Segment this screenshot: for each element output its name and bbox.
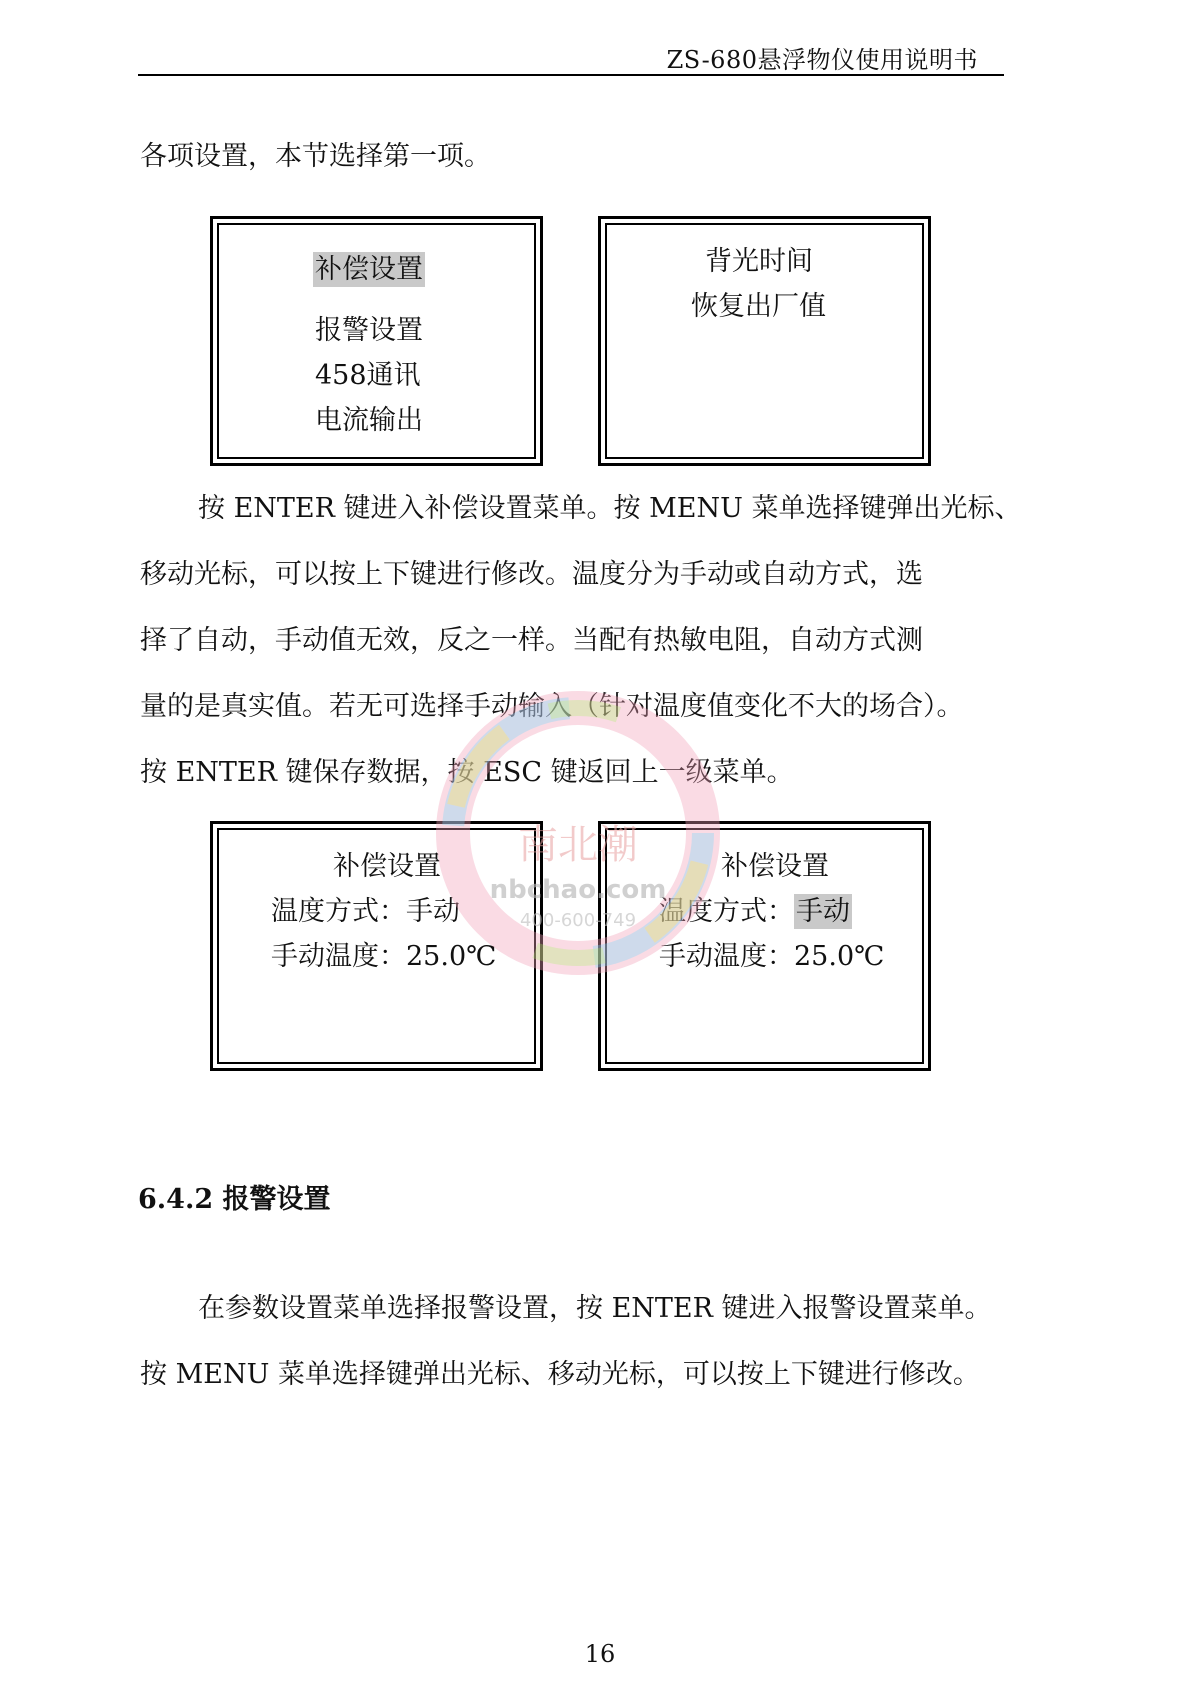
watermark-brand: 南北潮 <box>518 822 638 868</box>
watermark-phone: 400-600-749 <box>519 910 637 931</box>
section-heading: 6.4.2 报警设置 <box>138 1184 331 1215</box>
intro-text: 各项设置，本节选择第一项。 <box>140 141 491 172</box>
alarm-paragraph <box>140 1276 1020 1408</box>
menu-screen-2 <box>598 216 931 466</box>
menu-item: 背光时间 <box>705 246 813 277</box>
paragraph-line: 移动光标，可以按上下键进行修改。温度分为手动或自动方式，选 <box>140 559 923 590</box>
paragraph-line: 按 ENTER 键保存数据，按 ESC 键返回上一级菜单。 <box>140 757 794 788</box>
paragraph-line: 量的是真实值。若无可选择手动输入（针对温度值变化不大的场合）。 <box>140 691 964 722</box>
document-header-title: ZS-680悬浮物仪使用说明书 <box>666 46 978 74</box>
compensation-screen-2 <box>598 821 931 1071</box>
temperature-mode-row: 温度方式：手动 <box>271 896 460 927</box>
paragraph-line: 择了自动，手动值无效，反之一样。当配有热敏电阻，自动方式测 <box>140 625 923 656</box>
menu-item: 458通讯 <box>315 360 421 391</box>
paragraph-line: 按 MENU 菜单选择键弹出光标、移动光标，可以按上下键进行修改。 <box>140 1359 980 1390</box>
screen-title: 补偿设置 <box>721 851 829 882</box>
header-divider <box>138 74 1004 76</box>
menu-item: 电流输出 <box>315 405 423 436</box>
compensation-paragraph <box>140 476 1020 806</box>
paragraph-line: 在参数设置菜单选择报警设置，按 ENTER 键进入报警设置菜单。 <box>198 1293 992 1324</box>
screen-title: 补偿设置 <box>333 851 441 882</box>
compensation-screen-1 <box>210 821 543 1071</box>
temperature-mode-row: 温度方式：手动 <box>659 896 850 927</box>
temperature-mode-selected: 手动 <box>796 896 850 927</box>
menu-screen-1 <box>210 216 543 466</box>
menu-item: 恢复出厂值 <box>691 291 826 322</box>
watermark-site: nbchao.com <box>489 875 667 905</box>
menu-item-selected: 补偿设置 <box>315 254 423 285</box>
manual-temperature-row: 手动温度：25.0℃ <box>659 941 885 972</box>
paragraph-line: 按 ENTER 键进入补偿设置菜单。按 MENU 菜单选择键弹出光标、 <box>198 493 1022 524</box>
page-number: 16 <box>584 1640 616 1668</box>
menu-item: 报警设置 <box>315 315 423 346</box>
manual-temperature-row: 手动温度：25.0℃ <box>271 941 497 972</box>
